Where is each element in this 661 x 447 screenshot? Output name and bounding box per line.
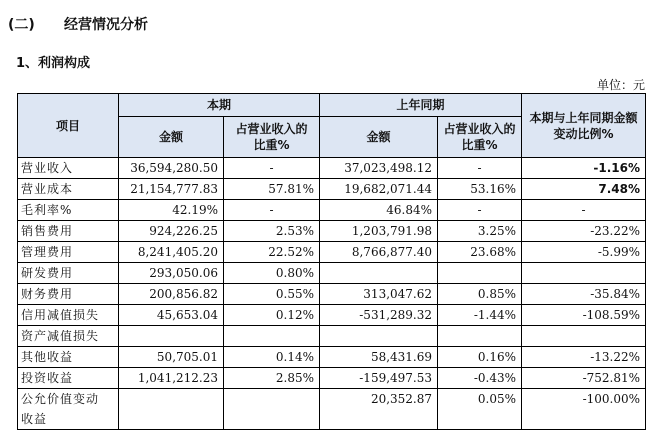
change: - xyxy=(522,200,646,221)
cur-ratio xyxy=(224,389,320,430)
prev-amount xyxy=(320,326,438,347)
table-row xyxy=(18,347,646,368)
change: -35.84% xyxy=(522,284,646,305)
prev-amount: 58,431.69 xyxy=(320,347,438,368)
prev-amount: -531,289.32 xyxy=(320,305,438,326)
subsection-title: 1、利润构成 xyxy=(16,56,91,71)
section-title: 经营情况分析 xyxy=(64,17,148,33)
cur-ratio: 0.12% xyxy=(224,305,320,326)
cur-amount: 200,856.82 xyxy=(119,284,224,305)
prev-ratio xyxy=(438,326,522,347)
cur-ratio: - xyxy=(224,158,320,179)
cur-amount: 42.19% xyxy=(119,200,224,221)
row-name: 营业成本 xyxy=(18,179,119,200)
table-row xyxy=(18,305,646,326)
profit-structure-table xyxy=(17,93,646,430)
change: -108.59% xyxy=(522,305,646,326)
header-prev-ratio xyxy=(438,117,522,158)
row-name: 毛利率% xyxy=(18,200,119,221)
cur-ratio: 57.81% xyxy=(224,179,320,200)
change: -13.22% xyxy=(522,347,646,368)
prev-amount: 37,023,498.12 xyxy=(320,158,438,179)
change: 7.48% xyxy=(522,179,646,200)
prev-amount: 19,682,071.44 xyxy=(320,179,438,200)
cur-ratio: - xyxy=(224,200,320,221)
row-name xyxy=(18,389,119,430)
header-current-period: 本期 xyxy=(119,94,320,117)
table-row xyxy=(18,389,646,430)
cur-amount: 924,226.25 xyxy=(119,221,224,242)
header-cur-ratio-text: 占营业收入的比重% xyxy=(235,122,308,152)
table-row xyxy=(18,200,646,221)
prev-ratio: 53.16% xyxy=(438,179,522,200)
prev-ratio: 0.85% xyxy=(438,284,522,305)
header-cur-ratio xyxy=(224,117,320,158)
prev-amount: 8,766,877.40 xyxy=(320,242,438,263)
table-row xyxy=(18,221,646,242)
prev-amount: 313,047.62 xyxy=(320,284,438,305)
cur-amount: 45,653.04 xyxy=(119,305,224,326)
prev-ratio: 0.05% xyxy=(438,389,522,430)
prev-ratio: 0.16% xyxy=(438,347,522,368)
table-row xyxy=(18,158,646,179)
header-change xyxy=(522,94,646,158)
cur-amount xyxy=(119,326,224,347)
table-row xyxy=(18,263,646,284)
section-index: (二) xyxy=(8,17,35,33)
row-name-text: 公允价值变动收益 xyxy=(21,392,100,426)
prev-amount: 20,352.87 xyxy=(320,389,438,430)
cur-amount xyxy=(119,389,224,430)
cur-amount: 1,041,212.23 xyxy=(119,368,224,389)
change: -5.99% xyxy=(522,242,646,263)
cur-ratio: 2.85% xyxy=(224,368,320,389)
cur-amount: 50,705.01 xyxy=(119,347,224,368)
row-name: 财务费用 xyxy=(18,284,119,305)
change: -1.16% xyxy=(522,158,646,179)
change xyxy=(522,263,646,284)
cur-amount: 21,154,777.83 xyxy=(119,179,224,200)
prev-ratio: 3.25% xyxy=(438,221,522,242)
row-name: 研发费用 xyxy=(18,263,119,284)
cur-amount: 36,594,280.50 xyxy=(119,158,224,179)
header-prev-amount: 金额 xyxy=(320,117,438,158)
header-item: 项目 xyxy=(18,94,119,158)
prev-ratio: 23.68% xyxy=(438,242,522,263)
row-name: 其他收益 xyxy=(18,347,119,368)
change xyxy=(522,326,646,347)
cur-amount: 293,050.06 xyxy=(119,263,224,284)
prev-ratio: - xyxy=(438,200,522,221)
row-name: 资产减值损失 xyxy=(18,326,119,347)
row-name: 信用减值损失 xyxy=(18,305,119,326)
section-heading xyxy=(8,14,148,34)
header-cur-amount: 金额 xyxy=(119,117,224,158)
prev-ratio: - xyxy=(438,158,522,179)
row-name: 管理费用 xyxy=(18,242,119,263)
cur-ratio xyxy=(224,326,320,347)
cur-ratio: 0.14% xyxy=(224,347,320,368)
cur-ratio: 2.53% xyxy=(224,221,320,242)
prev-amount: -159,497.53 xyxy=(320,368,438,389)
prev-ratio: -0.43% xyxy=(438,368,522,389)
cur-ratio: 22.52% xyxy=(224,242,320,263)
table-row xyxy=(18,326,646,347)
cur-amount: 8,241,405.20 xyxy=(119,242,224,263)
prev-amount: 1,203,791.98 xyxy=(320,221,438,242)
prev-amount xyxy=(320,263,438,284)
change: -752.81% xyxy=(522,368,646,389)
table-row xyxy=(18,284,646,305)
prev-amount: 46.84% xyxy=(320,200,438,221)
prev-ratio xyxy=(438,263,522,284)
header-change-text: 本期与上年同期金额变动比例% xyxy=(529,110,638,141)
cur-ratio: 0.55% xyxy=(224,284,320,305)
header-prev-ratio-text: 占营业收入的比重% xyxy=(443,122,516,152)
table-row xyxy=(18,368,646,389)
row-name: 销售费用 xyxy=(18,221,119,242)
row-name: 投资收益 xyxy=(18,368,119,389)
header-prior-period: 上年同期 xyxy=(320,94,522,117)
table-row xyxy=(18,179,646,200)
change: -23.22% xyxy=(522,221,646,242)
row-name: 营业收入 xyxy=(18,158,119,179)
unit-label: 单位：元 xyxy=(596,78,645,92)
prev-ratio: -1.44% xyxy=(438,305,522,326)
table-row xyxy=(18,242,646,263)
cur-ratio: 0.80% xyxy=(224,263,320,284)
change: -100.00% xyxy=(522,389,646,430)
